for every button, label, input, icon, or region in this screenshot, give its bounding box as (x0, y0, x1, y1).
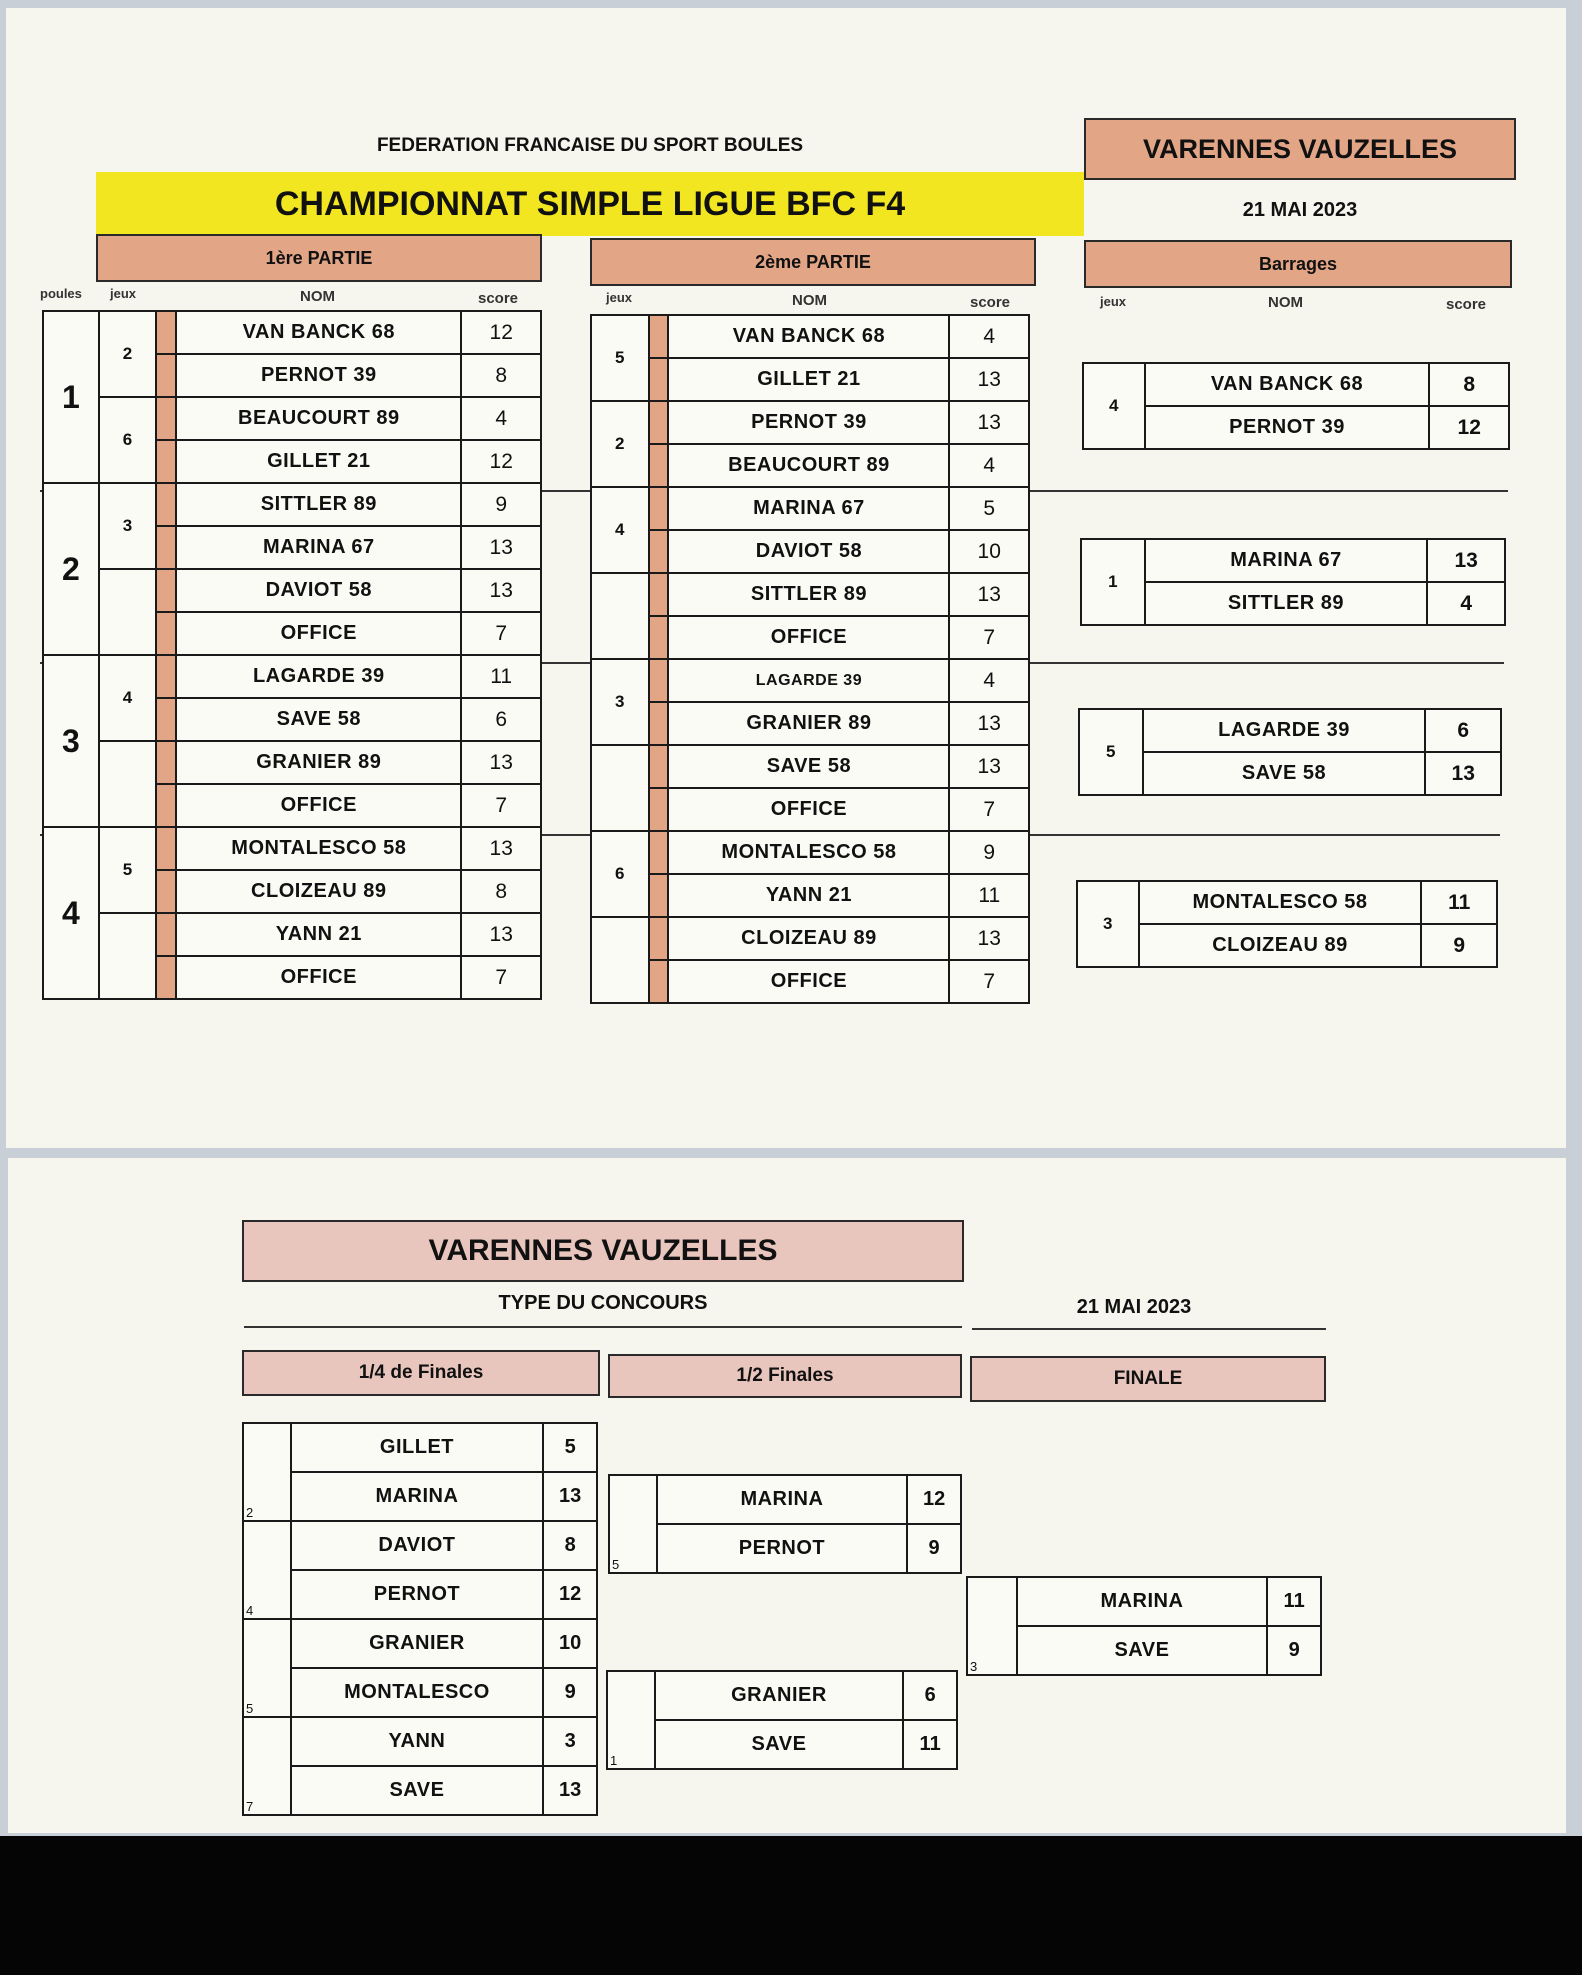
player-score: 9 (1421, 924, 1497, 967)
table-row (591, 831, 1029, 874)
player-score: 13 (949, 573, 1029, 616)
player-name: GRANIER 89 (176, 741, 461, 784)
player-score: 6 (903, 1671, 957, 1720)
finals-location-box: VARENNES VAUZELLES (242, 1220, 964, 1282)
player-name: MONTALESCO (291, 1668, 544, 1717)
semi-final-match-1 (608, 1474, 962, 1574)
player-name: VAN BANCK 68 (1145, 363, 1430, 406)
player-name: LAGARDE 39 (176, 655, 461, 698)
player-name: MONTALESCO 58 (668, 831, 949, 874)
player-name: SAVE 58 (176, 698, 461, 741)
player-score: 13 (949, 917, 1029, 960)
player-name: MONTALESCO 58 (1139, 881, 1422, 924)
player-name: GRANIER 89 (668, 702, 949, 745)
jeu-number: 4 (1083, 363, 1145, 449)
jeu-number: 4 (99, 655, 157, 741)
row-marker (649, 358, 669, 401)
player-name: OFFICE (668, 616, 949, 659)
table-row (1079, 709, 1501, 752)
table-row (1077, 881, 1497, 924)
table-row (591, 960, 1029, 1003)
table-row (243, 1521, 597, 1570)
player-score: 5 (949, 487, 1029, 530)
row-marker (156, 784, 176, 827)
player-score: 9 (1267, 1626, 1321, 1675)
table-row (43, 397, 541, 440)
row-marker (649, 487, 669, 530)
table-row (591, 788, 1029, 831)
row-marker (156, 397, 176, 440)
player-name: MARINA 67 (668, 487, 949, 530)
jeu-number: 7 (243, 1717, 291, 1815)
table-row (967, 1577, 1321, 1626)
row-marker (649, 917, 669, 960)
player-name: VAN BANCK 68 (668, 315, 949, 358)
player-score: 13 (949, 702, 1029, 745)
jeu-number: 1 (1081, 539, 1145, 625)
player-score: 11 (949, 874, 1029, 917)
row-marker (649, 530, 669, 573)
table-row (591, 702, 1029, 745)
player-name: LAGARDE 39 (1143, 709, 1426, 752)
hdr-score-2: score (970, 294, 1011, 311)
player-score: 13 (461, 913, 541, 956)
player-name: MONTALESCO 58 (176, 827, 461, 870)
player-score: 12 (543, 1570, 597, 1619)
player-score: 11 (1267, 1577, 1321, 1626)
table-row (591, 530, 1029, 573)
hdr-jeux-3: jeux (1100, 294, 1127, 309)
pool-number: 3 (43, 655, 99, 827)
table-row (591, 616, 1029, 659)
player-score: 8 (461, 354, 541, 397)
table-row (1081, 582, 1505, 625)
table-row (607, 1720, 957, 1769)
jeu-number: 5 (99, 827, 157, 913)
player-score: 11 (903, 1720, 957, 1769)
player-name: DAVIOT 58 (176, 569, 461, 612)
player-score: 13 (949, 358, 1029, 401)
player-name: OFFICE (176, 956, 461, 999)
hdr-nom-3: NOM (1268, 294, 1303, 311)
player-name: PERNOT (657, 1524, 908, 1573)
table-row (591, 315, 1029, 358)
semi-finals-header: 1/2 Finales (608, 1354, 962, 1398)
final-match (966, 1576, 1322, 1676)
player-name: SAVE 58 (1143, 752, 1426, 795)
jeu-number (591, 573, 649, 659)
table-row (609, 1524, 961, 1573)
jeu-number: 6 (99, 397, 157, 483)
player-name: SAVE 58 (668, 745, 949, 788)
player-score: 13 (543, 1472, 597, 1521)
player-score: 8 (543, 1521, 597, 1570)
player-score: 11 (1421, 881, 1497, 924)
jeu-number: 2 (243, 1423, 291, 1521)
hdr-poules: poules (40, 286, 82, 301)
table-row (1083, 406, 1509, 449)
table-row (1083, 363, 1509, 406)
table-row (591, 487, 1029, 530)
location-box: VARENNES VAUZELLES (1084, 118, 1516, 180)
row-marker (156, 354, 176, 397)
row-marker (156, 311, 176, 354)
player-name: OFFICE (176, 612, 461, 655)
player-name: MARINA 67 (176, 526, 461, 569)
player-score: 13 (1427, 539, 1505, 582)
player-score: 10 (543, 1619, 597, 1668)
row-marker (156, 741, 176, 784)
table-row (607, 1671, 957, 1720)
table-row (43, 569, 541, 612)
row-marker (649, 444, 669, 487)
player-name: SAVE (291, 1766, 544, 1815)
jeu-number: 5 (609, 1475, 657, 1573)
table-row (609, 1475, 961, 1524)
player-score: 5 (543, 1423, 597, 1472)
player-score: 7 (461, 784, 541, 827)
row-marker (649, 960, 669, 1003)
player-name: YANN 21 (176, 913, 461, 956)
federation-label: FEDERATION FRANCAISE DU SPORT BOULES (376, 135, 804, 156)
barrage-match-2 (1080, 538, 1506, 626)
hdr-nom: NOM (300, 288, 335, 305)
table-row (591, 917, 1029, 960)
player-name: GILLET 21 (176, 440, 461, 483)
final-header: FINALE (970, 1356, 1326, 1402)
player-score: 4 (461, 397, 541, 440)
player-name: SAVE (655, 1720, 904, 1769)
row-marker (156, 698, 176, 741)
player-score: 7 (949, 960, 1029, 1003)
section-barrages: Barrages (1084, 240, 1512, 288)
player-score: 13 (949, 745, 1029, 788)
player-score: 11 (461, 655, 541, 698)
player-name: PERNOT (291, 1570, 544, 1619)
table-row (243, 1472, 597, 1521)
player-score: 13 (461, 526, 541, 569)
table-row (243, 1717, 597, 1766)
player-score: 9 (543, 1668, 597, 1717)
player-name: VAN BANCK 68 (176, 311, 461, 354)
pool-number: 4 (43, 827, 99, 999)
player-name: OFFICE (668, 788, 949, 831)
player-score: 4 (949, 659, 1029, 702)
player-score: 12 (907, 1475, 961, 1524)
player-score: 7 (461, 612, 541, 655)
finals-date-label: 21 MAI 2023 (1076, 1295, 1192, 1318)
player-score: 13 (461, 827, 541, 870)
competition-type-label: TYPE DU CONCOURS (498, 1291, 708, 1314)
jeu-number: 3 (99, 483, 157, 569)
section-1ere-partie: 1ère PARTIE (96, 234, 542, 282)
table-row (243, 1423, 597, 1472)
player-score: 9 (907, 1524, 961, 1573)
table-row (243, 1570, 597, 1619)
table-row (43, 483, 541, 526)
table-row (591, 745, 1029, 788)
player-name: DAVIOT (291, 1521, 544, 1570)
barrage-match-3 (1078, 708, 1502, 796)
jeu-number: 4 (591, 487, 649, 573)
row-marker (156, 913, 176, 956)
player-name: CLOIZEAU 89 (668, 917, 949, 960)
table-row (591, 874, 1029, 917)
table-row (967, 1626, 1321, 1675)
table-row (43, 741, 541, 784)
player-score: 4 (1427, 582, 1505, 625)
hdr-score: score (478, 290, 519, 307)
jeu-number: 3 (967, 1577, 1017, 1675)
pool-number: 1 (43, 311, 99, 483)
player-score: 6 (461, 698, 541, 741)
table-row (243, 1766, 597, 1815)
row-marker (649, 831, 669, 874)
table-row (43, 913, 541, 956)
row-marker (156, 655, 176, 698)
hdr-score-3: score (1446, 296, 1487, 313)
row-marker (156, 569, 176, 612)
row-marker (156, 526, 176, 569)
row-marker (649, 745, 669, 788)
player-score: 9 (461, 483, 541, 526)
player-name: GRANIER (655, 1671, 904, 1720)
player-name: PERNOT 39 (668, 401, 949, 444)
player-score: 13 (1425, 752, 1501, 795)
barrage-match-4 (1076, 880, 1498, 968)
jeu-number: 3 (591, 659, 649, 745)
barrage-match-1 (1082, 362, 1510, 450)
championship-title: CHAMPIONNAT SIMPLE LIGUE BFC F4 (96, 172, 1084, 236)
jeu-number: 2 (99, 311, 157, 397)
player-name: SITTLER 89 (1145, 582, 1428, 625)
row-marker (649, 616, 669, 659)
jeu-number: 5 (243, 1619, 291, 1717)
row-marker (156, 956, 176, 999)
player-name: GILLET 21 (668, 358, 949, 401)
jeu-number: 5 (591, 315, 649, 401)
jeu-number (591, 745, 649, 831)
player-name: SAVE (1017, 1626, 1268, 1675)
player-name: MARINA (657, 1475, 908, 1524)
row-marker (156, 440, 176, 483)
jeu-number (99, 741, 157, 827)
table-2eme-partie (590, 314, 1030, 1004)
jeu-number: 6 (591, 831, 649, 917)
table-row (591, 573, 1029, 616)
player-score: 4 (949, 444, 1029, 487)
table-row (43, 655, 541, 698)
table-row (591, 659, 1029, 702)
player-name: LAGARDE 39 (668, 659, 949, 702)
player-name: MARINA 67 (1145, 539, 1428, 582)
row-marker (649, 702, 669, 745)
jeu-number: 3 (1077, 881, 1139, 967)
table-row (43, 311, 541, 354)
player-name: PERNOT 39 (176, 354, 461, 397)
player-name: GRANIER (291, 1619, 544, 1668)
player-name: OFFICE (668, 960, 949, 1003)
player-score: 8 (1429, 363, 1509, 406)
jeu-number (99, 569, 157, 655)
player-name: OFFICE (176, 784, 461, 827)
table-row (591, 358, 1029, 401)
jeu-number: 5 (1079, 709, 1143, 795)
table-row (243, 1668, 597, 1717)
table-row (1081, 539, 1505, 582)
player-name: MARINA (291, 1472, 544, 1521)
player-score: 13 (543, 1766, 597, 1815)
row-marker (649, 659, 669, 702)
player-score: 7 (949, 788, 1029, 831)
row-marker (156, 612, 176, 655)
jeu-number (591, 917, 649, 1003)
section-2eme-partie: 2ème PARTIE (590, 238, 1036, 286)
player-score: 12 (461, 440, 541, 483)
player-score: 8 (461, 870, 541, 913)
player-name: SITTLER 89 (176, 483, 461, 526)
player-name: CLOIZEAU 89 (176, 870, 461, 913)
jeu-number: 4 (243, 1521, 291, 1619)
player-score: 10 (949, 530, 1029, 573)
table-1ere-partie (42, 310, 542, 1000)
jeu-number (99, 913, 157, 999)
quarter-finals-table (242, 1422, 598, 1816)
table-row (591, 444, 1029, 487)
player-score: 13 (461, 569, 541, 612)
player-score: 13 (949, 401, 1029, 444)
table-row (1077, 924, 1497, 967)
hdr-jeux-2: jeux (606, 290, 633, 305)
row-marker (649, 573, 669, 616)
finals-underline (244, 1326, 962, 1328)
player-name: YANN 21 (668, 874, 949, 917)
table-row (591, 401, 1029, 444)
player-name: PERNOT 39 (1145, 406, 1430, 449)
finals-date-underline (972, 1328, 1326, 1330)
jeu-number: 2 (591, 401, 649, 487)
quarter-finals-header: 1/4 de Finales (242, 1350, 600, 1396)
row-marker (649, 874, 669, 917)
table-row (43, 827, 541, 870)
table-row (1079, 752, 1501, 795)
player-name: YANN (291, 1717, 544, 1766)
player-score: 4 (949, 315, 1029, 358)
hdr-nom-2: NOM (792, 292, 827, 309)
player-score: 6 (1425, 709, 1501, 752)
row-marker (649, 788, 669, 831)
semi-final-match-2 (606, 1670, 958, 1770)
pool-number: 2 (43, 483, 99, 655)
row-marker (649, 401, 669, 444)
player-name: SITTLER 89 (668, 573, 949, 616)
hdr-jeux: jeux (110, 286, 137, 301)
player-name: GILLET (291, 1423, 544, 1472)
date-label: 21 MAI 2023 (1242, 198, 1358, 221)
player-name: MARINA (1017, 1577, 1268, 1626)
jeu-number: 1 (607, 1671, 655, 1769)
player-score: 13 (461, 741, 541, 784)
player-score: 7 (949, 616, 1029, 659)
player-score: 12 (461, 311, 541, 354)
player-score: 9 (949, 831, 1029, 874)
row-marker (156, 870, 176, 913)
row-marker (156, 483, 176, 526)
player-score: 12 (1429, 406, 1509, 449)
player-score: 3 (543, 1717, 597, 1766)
row-marker (156, 827, 176, 870)
player-name: BEAUCOURT 89 (668, 444, 949, 487)
player-name: BEAUCOURT 89 (176, 397, 461, 440)
player-score: 7 (461, 956, 541, 999)
player-name: DAVIOT 58 (668, 530, 949, 573)
row-marker (649, 315, 669, 358)
table-row (243, 1619, 597, 1668)
screen-bezel (0, 1836, 1582, 1975)
player-name: CLOIZEAU 89 (1139, 924, 1422, 967)
